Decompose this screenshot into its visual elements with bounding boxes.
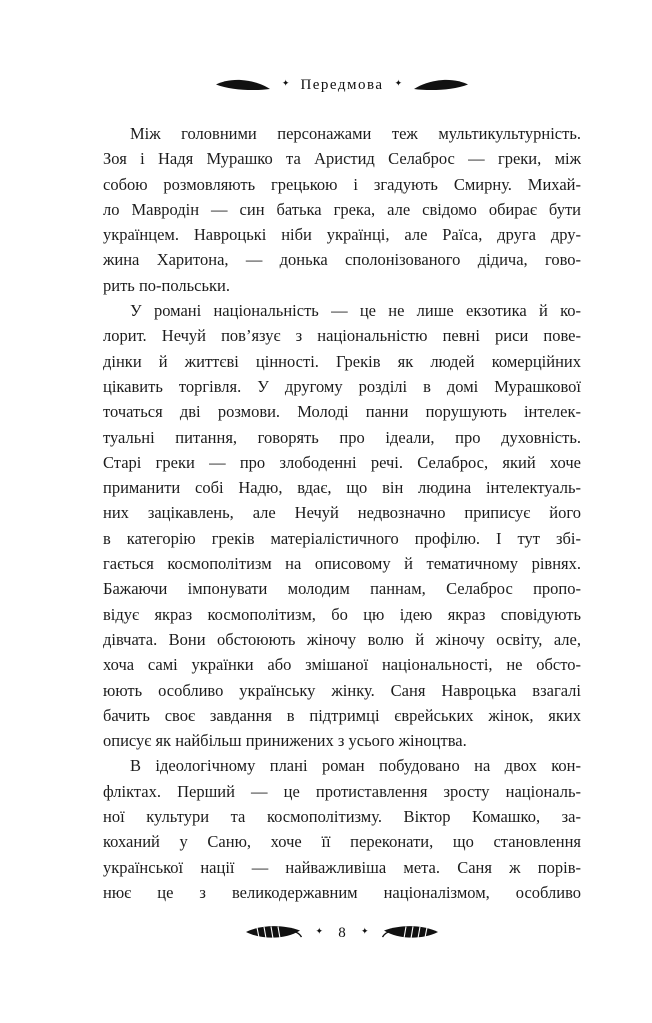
- text-line: фліктах. Перший — це протиставлення зросту національ-: [103, 781, 581, 801]
- text-line: жина Харитона, — донька сполонізованого дідича, гово-: [103, 250, 581, 270]
- text-line: ло Мавродін — син батька грека, але свідомо обирає бути: [103, 199, 581, 219]
- text-line: українцем. Навроцькі ніби українці, але Раїса, друга дру-: [103, 225, 581, 245]
- text-line: ної культури та космополітизму. Віктор Комашко, за-: [103, 807, 581, 827]
- leaf-flourish-icon: [413, 78, 469, 92]
- text-line: лорит. Нечуй пов’язує з національністю певні риси пове-: [103, 326, 581, 346]
- text-line: собою розмовляють грецькою і згадують Смирну. Михай-: [103, 174, 581, 194]
- text-line: приманити собі Надю, вдає, що він людина інтелектуаль-: [103, 478, 581, 498]
- chapter-header: [103, 76, 581, 94]
- text-line: У романі національність — це не лише екзотика й ко-: [130, 301, 581, 321]
- text-line: дівчата. Вони обстоюють жіночу волю й жіночу освіту, але,: [103, 629, 581, 649]
- text-line: В ідеологічному плані роман побудовано на двох кон-: [130, 756, 581, 776]
- diamond-icon: ✦: [281, 78, 290, 89]
- text-line: рить по-польськи.: [103, 275, 230, 295]
- text-line: нює це з великодержавним націоналізмом, особливо: [103, 882, 581, 902]
- leaf-flourish-icon: [215, 78, 271, 92]
- text-line: гається космополітизм на описовому й тематичному рівнях.: [103, 554, 581, 574]
- text-line: відує якраз космополітизм, бо цю ідею якраз сповідують: [103, 604, 581, 624]
- text-line: туальні питання, говорять про ідеали, про духовність.: [103, 427, 581, 447]
- text-line: української нації — найважливіша мета. Саня ж порів-: [103, 857, 581, 877]
- text-line: коханий у Саню, хоче її переконати, що становлення: [103, 832, 581, 852]
- page-number: 8: [338, 924, 346, 941]
- text-line: Старі греки — про злободенні речі. Селаброс, який хоче: [103, 452, 581, 472]
- paragraph: [103, 753, 581, 905]
- chapter-title: Передмова: [300, 76, 384, 93]
- text-line: Між головними персонажами теж мультикультурність.: [130, 124, 581, 143]
- paragraph: [103, 121, 581, 298]
- paragraph: [103, 298, 581, 753]
- text-line: хоча самі українки або змішаної національності, не обсто-: [103, 655, 581, 675]
- hatched-leaf-flourish-icon: [244, 923, 302, 943]
- text-line: Зоя і Надя Мурашко та Аристид Селаброс — греки, між: [103, 149, 581, 169]
- text-line: цікавить торгівля. У другому розділі в домі Мурашкової: [103, 376, 581, 396]
- diamond-icon: ✦: [361, 926, 369, 937]
- text-line: в категорію греків матеріалістичного профілю. І тут збі-: [103, 528, 581, 548]
- text-line: точаться дві розмови. Молоді панни порушують інтелек-: [103, 402, 581, 422]
- text-line: бачить своє завдання в підтримці єврейських жінок, яких: [103, 705, 581, 725]
- text-line: Бажаючи імпонувати молодим паннам, Селаброс пропо-: [103, 579, 581, 599]
- text-line: описує як найбільш принижених з усього жіноцтва.: [103, 731, 467, 751]
- page-body: [103, 121, 581, 905]
- text-line: них зацікавлень, але Нечуй недвозначно приписує його: [103, 503, 581, 523]
- text-line: юють особливо українську жінку. Саня Навроцька взагалі: [103, 680, 581, 700]
- hatched-leaf-flourish-icon: [382, 923, 440, 943]
- text-line: дінки й життєві цінності. Греків як людей комерційних: [103, 351, 581, 371]
- page-footer: [103, 921, 581, 945]
- diamond-icon: ✦: [315, 926, 323, 937]
- diamond-icon: ✦: [394, 78, 403, 89]
